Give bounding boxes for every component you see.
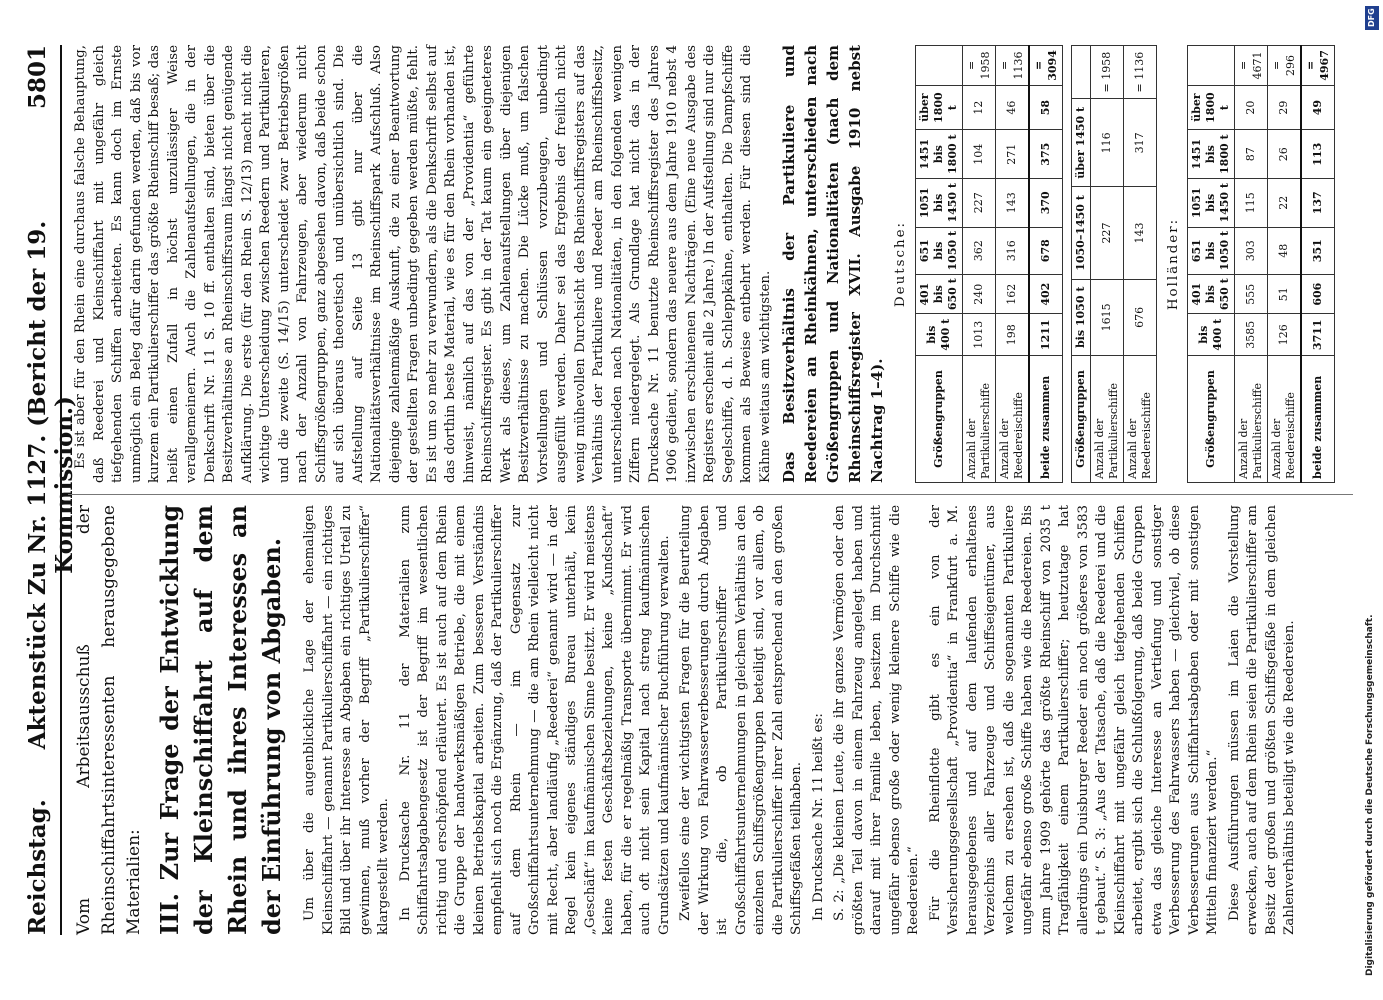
table-cell: 26	[1268, 130, 1302, 179]
table-cell: 51	[1268, 274, 1302, 314]
table-label-deutsche: Deutsche:	[893, 220, 908, 308]
dfg-sidebar	[1365, 6, 1379, 996]
table-header: über 1800 t	[915, 85, 962, 130]
table-cell: 271	[995, 130, 1029, 179]
table-cell: 303	[1235, 227, 1268, 274]
table-hollaender	[1187, 45, 1335, 483]
table-header: bis 400 t	[1188, 314, 1235, 356]
table-cell: 3585	[1235, 314, 1268, 356]
table-cell: 87	[1235, 130, 1268, 179]
paragraph: In Drucksache Nr. 11 der Materialien zum Schiffahrtsabgabengesetz ist der Begriff im wesentlichen richtig und erschöpfend erläutert. Es ist auch auf dem Rhein die Gruppe der handwerksmäßigen Betriebe, die mit einem kleinen Betriebskapital arbeiten. Zum besseren Verständnis empfiehlt sich noch die Ergänzung, daß der Partikulierschiffer auf dem Rhein — im Gegensatz zur Großschiffahrtsunternehmung — die am Rhein vielleicht nicht mit Recht, aber landläufig „Reederei“ genannt wird — in der Regel kein eigenes ständiges Bureau unterhält, kein „Geschäft“ im kaufmännischen Sinne besitzt. Er wird meistens keine festen Geschäftsbeziehungen, keine „Kundschaft“ haben, für die er regelmäßig Transporte übernimmt. Er wird auch oft nicht sein Kapital nach streng kaufmännischen Grundsätzen und kaufmännischer Buchführung verwalten.	[397, 505, 672, 935]
table-cell: = 4967	[1301, 46, 1335, 86]
table-cell: 49	[1301, 85, 1335, 130]
table-cell: = 1136	[995, 46, 1029, 86]
table-header: über 1450 t	[1071, 99, 1090, 187]
table-cell: 227	[1090, 187, 1123, 279]
table-header: 1050–1450 t	[1071, 187, 1090, 279]
table-cell: 137	[1301, 178, 1335, 227]
table-row	[995, 46, 1029, 483]
section-title: III. Zur Frage der Entwicklung der Kleinschiffahrt auf dem Rhein und ihres Interesses an der Einführung von Abgaben.	[155, 505, 286, 935]
table-cell: 143	[995, 178, 1029, 227]
table-cell: 351	[1301, 227, 1335, 274]
table-cell: Anzahl der Reedereischiffe	[1268, 356, 1302, 483]
table-header: Größengruppen	[1071, 356, 1090, 483]
table-header: 1051 bis 1450 t	[915, 178, 962, 227]
table-cell: 606	[1301, 274, 1335, 314]
table-cell: 1013	[962, 314, 995, 356]
table-cell: 58	[1029, 85, 1063, 130]
paragraph: Um über die augenblickliche Lage der ehemaligen Kleinschiffahrt — genannt Partikulierschiffahrt — ein richtiges Bild und über ihr Interesse an Abgaben ein richtiges Urteil zu gewinnen, muß vorher der Begriff „Partikulierschiffer“ klargestellt werden.	[302, 505, 391, 935]
table-cell: 126	[1268, 314, 1302, 356]
table-header	[1188, 46, 1235, 86]
table-cell: = 296	[1268, 46, 1302, 86]
paragraph: Diese Ausführungen müssen im Laien die Vorstellung erwecken, auch auf dem Rhein seien die Partikulierschiffer am Besitz der großen und größten Schiffsgefäße in dem gleichen Zahlenverhältnis beteiligt wie die Reedereien.	[1226, 505, 1297, 935]
table-cell: Anzahl der Reedereischiffe	[1123, 356, 1156, 483]
header-title: Aktenstück Zu Nr. 1127. (Bericht der 19. Kommission.)	[24, 220, 78, 750]
table-cell: 20	[1235, 85, 1268, 130]
table-header	[915, 46, 962, 86]
table-header: 1051 bis 1450 t	[1188, 178, 1235, 227]
paragraph: In Drucksache Nr. 11 heißt es:	[810, 713, 826, 921]
table-row	[1301, 46, 1335, 483]
table-cell: 1211	[1029, 314, 1063, 356]
table-cell: = 4671	[1235, 46, 1268, 86]
dfg-logo: DFG	[1365, 6, 1379, 30]
table-row	[962, 46, 995, 483]
table-header: 1451 bis 1800 t	[1188, 130, 1235, 179]
table-header: bis 1050 t	[1071, 279, 1090, 355]
table-cell: 113	[1301, 130, 1335, 179]
table-title: Das Besitzverhältnis der Partikuliere und Reedereien an Rheinkähnen, unterschieden nach Größengruppen und Nationalitäten (nach dem Rheinschiffsregister XVII. Ausgabe 1910 nebst Nachtrag 1–4).	[780, 45, 886, 483]
table-cell: 317	[1123, 99, 1156, 187]
table-row	[1123, 46, 1156, 483]
table-header: Größengruppen	[1188, 356, 1235, 483]
intro-heading: Vom Arbeitsausschuß der Rheinschiffahrtsinteressenten herausgegebene Materialien:	[74, 505, 144, 935]
table-cell: 29	[1268, 85, 1302, 130]
table-cell: 678	[1029, 227, 1063, 274]
table-cell: 3711	[1301, 314, 1335, 356]
header-rule	[60, 45, 62, 935]
table-header: 651 bis 1050 t	[1188, 227, 1235, 274]
table-cell: Anzahl der Partikulierschiffe	[1235, 356, 1268, 483]
table-row	[1268, 46, 1302, 483]
page-number: 5801	[24, 45, 51, 110]
table-cell: 104	[962, 130, 995, 179]
paragraph: Zweifellos eine der wichtigsten Fragen für die Beurteilung der Wirkung von Fahrwasserverbesserungen durch Abgaben ist die, ob Partikulierschiffer und Großschiffahrtsunternehmungen in gleichem Verhältnis an den einzelnen Schiffsgrößengruppen beteiligt sind, vor allem, ob die Partikulierschiffer ihrer Zahl entsprechend an den großen Schiffsgefäßen teilhaben.	[678, 505, 804, 935]
table-header: 1451 bis 1800 t	[915, 130, 962, 179]
table-cell: 143	[1123, 187, 1156, 279]
table-cell: 227	[962, 178, 995, 227]
table-header: bis 400 t	[915, 314, 962, 356]
table-cell: beide zusammen	[1301, 356, 1335, 483]
table-cell: 48	[1268, 227, 1302, 274]
right-column	[72, 45, 1343, 483]
funding-note: Digitalisierung gefördert durch die Deutsche Forschungsgemeinschaft.	[1365, 614, 1375, 976]
table-row	[1029, 46, 1063, 483]
table-row	[1235, 46, 1268, 483]
table-cell: Anzahl der Partikulierschiffe	[1090, 356, 1123, 483]
table-row	[1090, 46, 1123, 483]
table-cell: 316	[995, 227, 1029, 274]
table-cell: 370	[1029, 178, 1063, 227]
table-cell: 12	[962, 85, 995, 130]
paragraph: Es ist aber für den Rhein eine durchaus falsche Behauptung, daß Reederei und Kleinschiffahrt mit ungefähr gleich tiefgehenden Schiffen arbeiteten. Es kann doch im Ernste unmöglich ein Beleg dafür darin gefunden werden, daß bis vor kurzem ein Partikulierschiffer das größte Rheinschiff besaß; das heißt einen Zufall in höchst unzulässiger Weise verallgemeinern. Auch die Zahlenaufstellungen, die in der Denkschrift Nr. 11 S. 10 ff. enthalten sind, bieten über die Besitzverhältnisse an Rheinschiffsraum längst nicht genügende Aufklärung. Die erste (für den Rhein S. 12/13) macht nicht die wichtige Unterscheidung zwischen Reedern und Partikulieren, und die zweite (S. 14/15) unterscheidet zwar Betriebsgrößen nach der Anzahl von Fahrzeugen, aber wiederum nicht Schiffsgrößengruppen, ganz abgesehen davon, daß beide schon auf sich überaus theoretisch und unübersichtlich sind. Die Aufstellung auf Seite 13 gibt nur über die Nationalitätsverhältnisse im Rheinschiffspark Aufschluß. Also diejenige zahlenmäßige Auskunft, die zu einer Beantwortung der gestellten Fragen unbedingt gegeben werden müßte, fehlt. Es ist um so mehr zu verwundern, als die Denkschrift selbst auf das dorthin beste Material, wie es für den Rhein vorhanden ist, hinweist, nämlich auf das von der „Providentia“ geführte Rheinschiffsregister. Es gibt in der Tat kaum ein geeigneteres Werk als dieses, um Zahlenaufstellungen über diejenigen Besitzverhältnisse zu machen. Die Lücke muß, um falschen Vorstellungen und Schlüssen vorzubeugen, unbedingt ausgefüllt werden. Daher sei das Ergebnis der freilich nicht wenig mühevollen Durchsicht des Rheinschiffsregisters auf das Verhältnis der Partikuliere und Reeder am Rheinschiffsbesitz, unterschieden nach Nationalitäten, in den folgenden wenigen Ziffern niedergelegt. Als Grundlage hat nicht das in der Drucksache Nr. 11 benutzte Rheinschiffsregister des Jahres 1906 gedient, sondern das neuere aus dem Jahre 1910 nebst 4 inzwischen erschienenen Nachträgen. (Eine neue Ausgabe des Registers erscheint alle 2 Jahre.) In der Aufstellung sind nur die Segelschiffe, d. h. Schleppkähne, enthalten. Die Dampfschiffe kommen als Beweise entbehrt werden. Für diesen sind die Kähne weitaus am wichtigsten.	[73, 45, 773, 483]
table-cell: Anzahl der Partikulierschiffe	[962, 356, 995, 483]
table-cell: 116	[1090, 99, 1123, 187]
table-cell: 22	[1268, 178, 1302, 227]
table-cell: = 1136	[1123, 46, 1156, 99]
table-header: über 1800 t	[1188, 85, 1235, 130]
header-left: Reichstag.	[24, 799, 51, 935]
table-cell: 198	[995, 314, 1029, 356]
table-cell: 115	[1235, 178, 1268, 227]
column-divider	[68, 494, 1353, 495]
table-deutsche-regrouped	[1071, 45, 1157, 483]
table-cell: 362	[962, 227, 995, 274]
table-cell: Anzahl der Reedereischiffe	[995, 356, 1029, 483]
table-cell: = 3094	[1029, 46, 1063, 86]
table-cell: beide zusammen	[1029, 356, 1063, 483]
table-cell: 1615	[1090, 279, 1123, 355]
table-cell: 46	[995, 85, 1029, 130]
table-cell: 240	[962, 274, 995, 314]
paragraph: Für die Rheinflotte gibt es ein von der Versicherungsgesellschaft „Providentia“ in Frankfurt a. M. herausgegebenes und auf dem laufenden erhaltenes Verzeichnis aller Fahrzeuge und Schiffseigentümer, aus welchem zu ersehen ist, daß die sogenannten Partikuliere ungefähr ebenso große Schiffe haben wie die Reedereien. Bis zum Jahre 1909 gehörte das größte Rheinschiff von 2035 t Tragfähigkeit einem Partikulierschiffer; heutzutage hat allerdings ein Duisburger Reeder ein noch größeres von 3583 t gebaut.“ S. 3: „Aus der Tatsache, daß die Reederei und die Kleinschiffahrt mit ungefähr gleich tiefgehenden Schiffen arbeitet, ergibt sich die Schlußfolgerung, daß beide Gruppen etwa das gleiche Interesse an Vertiefung und sonstiger Verbesserung des Fahrwassers haben — gleichviel, ob diese Verbesserungen aus Schiffahrtsabgaben oder mit sonstigen Mitteln finanziert werden.“	[927, 505, 1220, 935]
paragraph: S. 2: „Die kleinen Leute, die ihr ganzes Vermögen oder den größten Teil davon in einem Fahrzeug angelegt haben und darauf mit ihrer Familie leben, besitzen im Durchschnitt ungefähr ebenso große oder wenig kleinere Schiffe wie die Reedereien.“	[832, 505, 921, 935]
table-cell: 402	[1029, 274, 1063, 314]
left-column	[72, 505, 1303, 935]
table-cell: = 1958	[962, 46, 995, 86]
table-header: Größengruppen	[915, 356, 962, 483]
table-header: 401 bis 650 t	[915, 274, 962, 314]
table-cell: 162	[995, 274, 1029, 314]
table-label-hollaender: Holländer:	[1165, 217, 1181, 311]
table-deutsche	[915, 45, 1063, 483]
table-cell: 555	[1235, 274, 1268, 314]
table-header: 651 bis 1050 t	[915, 227, 962, 274]
table-cell: = 1958	[1090, 46, 1123, 99]
table-cell: 375	[1029, 130, 1063, 179]
table-cell: 676	[1123, 279, 1156, 355]
table-header: 401 bis 650 t	[1188, 274, 1235, 314]
page-header	[18, 45, 78, 935]
